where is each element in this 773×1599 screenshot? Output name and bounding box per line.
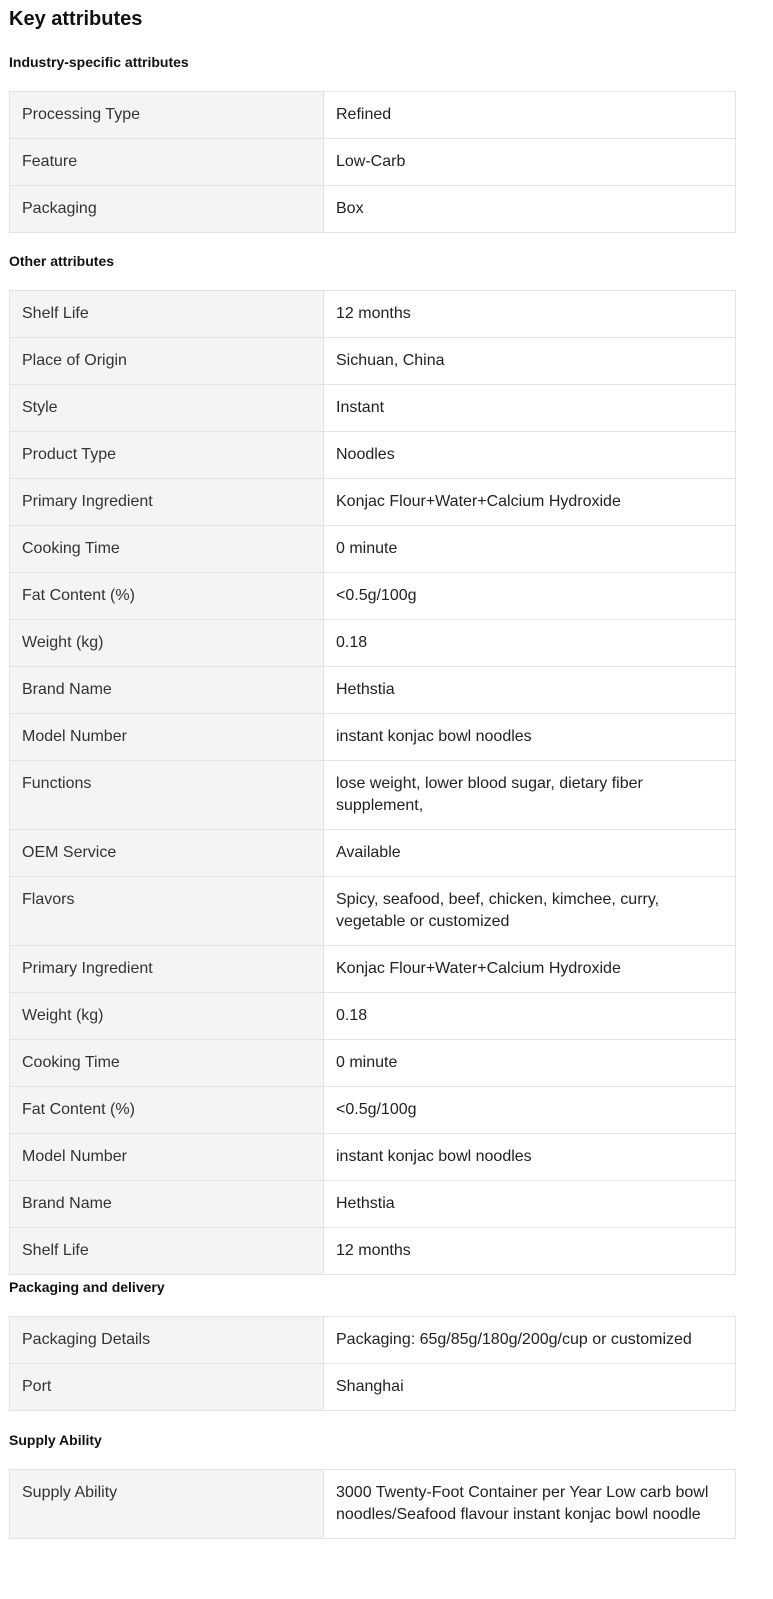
table-row: [10, 526, 736, 573]
attribute-name: Primary Ingredient: [10, 479, 324, 526]
attribute-name: Feature: [10, 139, 324, 186]
attributes-table-other: [9, 290, 736, 1275]
table-row: [10, 620, 736, 667]
table-row: [10, 714, 736, 761]
attribute-name: Brand Name: [10, 1181, 324, 1228]
attribute-name: Model Number: [10, 1134, 324, 1181]
attribute-name: Shelf Life: [10, 291, 324, 338]
table-row: [10, 1134, 736, 1181]
attribute-value: Hethstia: [324, 667, 736, 714]
table-row: [10, 479, 736, 526]
attribute-name: Port: [10, 1364, 324, 1411]
page-title: Key attributes: [9, 8, 143, 30]
attribute-value: <0.5g/100g: [324, 1087, 736, 1134]
attribute-name: Weight (kg): [10, 620, 324, 667]
attribute-value: Instant: [324, 385, 736, 432]
attribute-value: Spicy, seafood, beef, chicken, kimchee, curry, vegetable or customized: [324, 877, 736, 946]
attributes-table-packaging: [9, 1316, 736, 1411]
attribute-name: Place of Origin: [10, 338, 324, 385]
attribute-value: Packaging: 65g/85g/180g/200g/cup or customized: [324, 1317, 736, 1364]
attribute-name: Weight (kg): [10, 993, 324, 1040]
section-heading-other: Other attributes: [9, 253, 115, 269]
attribute-name: Processing Type: [10, 92, 324, 139]
section-heading-packaging: Packaging and delivery: [9, 1279, 165, 1295]
attribute-value: Sichuan, China: [324, 338, 736, 385]
attributes-table-industry: [9, 91, 736, 233]
attribute-name: Shelf Life: [10, 1228, 324, 1275]
table-row: [10, 946, 736, 993]
table-row: [10, 830, 736, 877]
table-row: [10, 1087, 736, 1134]
attribute-value: Low-Carb: [324, 139, 736, 186]
attribute-name: Fat Content (%): [10, 573, 324, 620]
table-row: [10, 338, 736, 385]
attribute-value: Hethstia: [324, 1181, 736, 1228]
attribute-name: Packaging Details: [10, 1317, 324, 1364]
table-row: [10, 761, 736, 830]
table-row: [10, 432, 736, 479]
table-row: [10, 385, 736, 432]
attribute-value: 12 months: [324, 1228, 736, 1275]
table-row: [10, 186, 736, 233]
attribute-value: Noodles: [324, 432, 736, 479]
attributes-table-supply: [9, 1469, 736, 1539]
attribute-name: Model Number: [10, 714, 324, 761]
table-row: [10, 1470, 736, 1539]
attribute-value: 0 minute: [324, 1040, 736, 1087]
attribute-name: OEM Service: [10, 830, 324, 877]
table-row: [10, 877, 736, 946]
attribute-name: Packaging: [10, 186, 324, 233]
attribute-name: Cooking Time: [10, 526, 324, 573]
table-row: [10, 92, 736, 139]
table-row: [10, 1040, 736, 1087]
table-row: [10, 1364, 736, 1411]
attribute-value: Shanghai: [324, 1364, 736, 1411]
table-row: [10, 139, 736, 186]
attribute-name: Style: [10, 385, 324, 432]
table-row: [10, 291, 736, 338]
attribute-value: Konjac Flour+Water+Calcium Hydroxide: [324, 479, 736, 526]
attribute-value: Refined: [324, 92, 736, 139]
attribute-value: 0 minute: [324, 526, 736, 573]
table-row: [10, 667, 736, 714]
attribute-value: Available: [324, 830, 736, 877]
attribute-value: 12 months: [324, 291, 736, 338]
table-row: [10, 1228, 736, 1275]
attribute-name: Functions: [10, 761, 324, 830]
attribute-value: 0.18: [324, 620, 736, 667]
attribute-name: Supply Ability: [10, 1470, 324, 1539]
attribute-value: Konjac Flour+Water+Calcium Hydroxide: [324, 946, 736, 993]
attribute-name: Fat Content (%): [10, 1087, 324, 1134]
attribute-name: Flavors: [10, 877, 324, 946]
section-heading-supply: Supply Ability: [9, 1432, 102, 1448]
attribute-name: Cooking Time: [10, 1040, 324, 1087]
attribute-name: Primary Ingredient: [10, 946, 324, 993]
attribute-name: Product Type: [10, 432, 324, 479]
attribute-value: <0.5g/100g: [324, 573, 736, 620]
table-row: [10, 1181, 736, 1228]
attribute-value: 3000 Twenty-Foot Container per Year Low carb bowl noodles/Seafood flavour instant konjac bowl noodle: [324, 1470, 736, 1539]
table-row: [10, 1317, 736, 1364]
section-heading-industry: Industry-specific attributes: [9, 54, 189, 70]
attribute-value: instant konjac bowl noodles: [324, 1134, 736, 1181]
attribute-value: Box: [324, 186, 736, 233]
table-row: [10, 993, 736, 1040]
attribute-name: Brand Name: [10, 667, 324, 714]
attribute-value: instant konjac bowl noodles: [324, 714, 736, 761]
attribute-value: 0.18: [324, 993, 736, 1040]
table-row: [10, 573, 736, 620]
attribute-value: lose weight, lower blood sugar, dietary fiber supplement,: [324, 761, 736, 830]
